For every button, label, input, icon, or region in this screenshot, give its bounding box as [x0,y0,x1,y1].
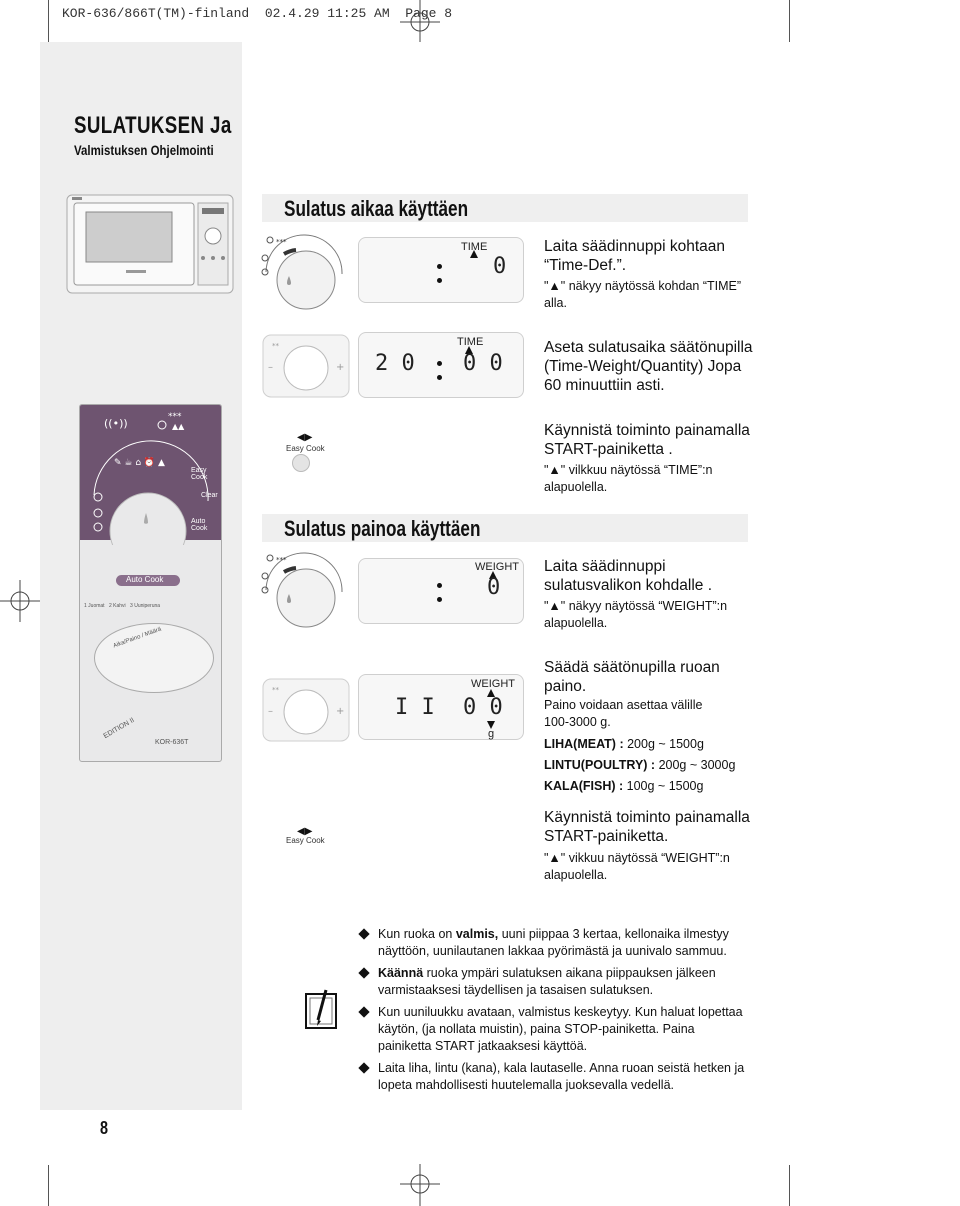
step4-main: Laita säädinnuppi sulatusvalikon kohdalle . [544,558,713,594]
svg-text:–: – [268,706,273,717]
display-colon [437,278,442,283]
range-value: 200g ~ 3000g [658,758,736,772]
control-panel [79,404,222,762]
display-minutes: 2 0 [375,351,415,376]
section-title: Sulatus painoa käyttäen [284,516,481,541]
step6-main: Käynnistä toiminto painamalla START-painiketta. [544,809,750,845]
section-weight-defrost [262,514,748,542]
note-text: Kun ruoka on [378,927,456,941]
start-button-1 [280,432,340,472]
page-subtitle: Valmistuksen Ohjelmointi [74,142,214,158]
note-item [360,926,750,960]
microwave-illustration [66,194,236,298]
panel-items [84,603,222,609]
step5-main: Säädä säätönupilla ruoan paino. [544,659,720,695]
bullet-diamond-icon [358,928,369,939]
note-bold: valmis, [455,927,499,941]
note-text: Kun uuniluukku avataan, valmistus keskeytyy. Kun haluat lopettaa käytön, (ja nollata muistin), paina STOP-painiketta. Paina painiketta START jatkaaksesi käyttöä. [378,1005,743,1053]
page-title: SULATUKSEN Ja [74,112,232,139]
display-left-digits: I I [395,695,435,720]
range-label: KALA(FISH) : [544,779,624,793]
display-digits: 0 [493,254,507,279]
display-seconds: 0 0 [463,351,503,376]
note-item [360,1060,750,1094]
panel-model: KOR-636T [155,739,189,746]
display-label-weight: WEIGHT [471,678,515,690]
quantity-dial [262,678,350,742]
start-button-2 [280,826,340,846]
page-number: 8 [100,1118,109,1138]
registration-mark-top [400,0,440,42]
note-text: uuni piippaa 3 kertaa, kellonaika ilmestyy näyttöön, uunilautanen lakkaa pyörimästä ja uunivalo sammuu. [378,927,729,958]
step1-note: "▲" näkyy näytössä kohdan “TIME” alla. [544,279,742,310]
crop-mark [789,1165,790,1206]
step5-note: Paino voidaan asettaa välille 100-3000 g. [544,698,703,729]
display-digits: 0 [487,575,501,600]
display-step1 [358,237,524,303]
crop-mark [48,1165,49,1206]
range-row [544,776,735,797]
notes-list [360,926,750,1099]
display-step5 [358,674,524,740]
crop-mark [48,0,49,42]
range-value: 200g ~ 1500g [627,737,704,751]
display-colon [437,597,442,602]
panel-clear-label: Clear [201,492,218,499]
print-header: KOR-636/866T(TM)-finland 02.4.29 11:25 AM Page 8 [62,6,453,21]
svg-text:+: + [336,362,345,373]
svg-text:***: *** [168,412,182,422]
display-colon [437,264,442,269]
weight-ranges [544,734,735,797]
display-label-weight: WEIGHT [475,561,519,573]
time-weight-dial [256,550,348,630]
display-right-digits: 0 0 [463,695,503,720]
bullet-diamond-icon [358,1006,369,1017]
registration-mark-bottom [400,1164,440,1206]
indicator-arrow-up [470,250,478,258]
panel-easy-cook-label: Easy Cook [191,467,208,481]
svg-text:((•)): ((•)) [104,417,128,430]
quantity-dial [262,334,350,398]
step4-note: "▲" näkyy näytössä “WEIGHT”:n alapuolella. [544,599,728,630]
display-label-time: TIME [461,241,488,253]
range-label: LIHA(MEAT) : [544,737,624,751]
range-value: 100g ~ 1500g [626,779,704,793]
panel-auto-cook-label: Auto Cook [191,518,208,532]
svg-text:✎ ☕ ⌂ ⏰ ▲: ✎ ☕ ⌂ ⏰ ▲ [114,458,165,468]
step2-main: Aseta sulatusaika säätönupilla (Time-Weight/Quantity) Jopa 60 minuuttiin asti. [544,339,753,394]
display-colon [437,583,442,588]
easy-cook-label: Easy Cook [286,444,325,453]
play-pause-icon: ◀▶ [297,432,313,443]
step1-main: Laita säädinnuppi kohtaan “Time-Def.”. [544,238,725,274]
note-item [360,965,750,999]
svg-text:**: ** [272,342,279,350]
note-item [360,1004,750,1055]
range-row [544,755,735,776]
panel-item: 1 Juomat [84,603,105,609]
display-step4 [358,558,524,624]
display-colon [437,375,442,380]
svg-text:+: + [336,706,345,717]
svg-text:–: – [268,362,273,373]
panel-edition: EDITION II [102,716,136,741]
easy-cook-label: Easy Cook [286,836,325,845]
note-text: ruoka ympäri sulatuksen aikana piippauksen jälkeen varmistaaksesi täydellisen ja tasaisen sulatuksen. [378,966,716,997]
time-weight-dial [256,232,348,312]
svg-text:***: *** [276,556,287,564]
section-time-defrost [262,194,748,222]
range-label: LINTU(POULTRY) : [544,758,656,772]
note-bold: Käännä [378,966,424,980]
panel-item: 2 Kahvi [108,603,126,609]
display-colon [437,361,442,366]
start-button-circle [292,454,310,472]
auto-cook-banner-text: Auto Cook [126,575,164,584]
bullet-diamond-icon [358,1062,369,1073]
bullet-diamond-icon [358,967,369,978]
crop-mark [789,0,790,42]
note-icon [304,988,344,1032]
panel-dial-text: Aika/Paino / Määrä [112,626,163,650]
svg-text:***: *** [276,238,287,246]
range-row [544,734,735,755]
play-pause-icon: ◀▶ [297,826,313,837]
panel-item: 3 Uuniperuna [130,603,161,609]
note-text: Laita liha, lintu (kana), kala lautaselle. Anna ruoan seistä hetken ja lopeta mahdollisesti huutelemalla juoksevalla vedellä. [378,1061,745,1092]
registration-mark-left [0,580,40,622]
svg-text:▲▲: ▲▲ [172,422,185,431]
step6-note: "▲" vikkuu näytössä “WEIGHT”:n alapuolella. [544,851,730,882]
svg-text:**: ** [272,686,279,694]
display-step2 [358,332,524,398]
display-label-time: TIME [457,336,484,348]
display-unit: g [488,728,495,740]
section-title: Sulatus aikaa käyttäen [284,196,469,221]
step3-note: "▲" vilkkuu näytössä “TIME”:n alapuolella. [544,463,713,494]
step3-main: Käynnistä toiminto painamalla START-painiketta . [544,422,750,458]
